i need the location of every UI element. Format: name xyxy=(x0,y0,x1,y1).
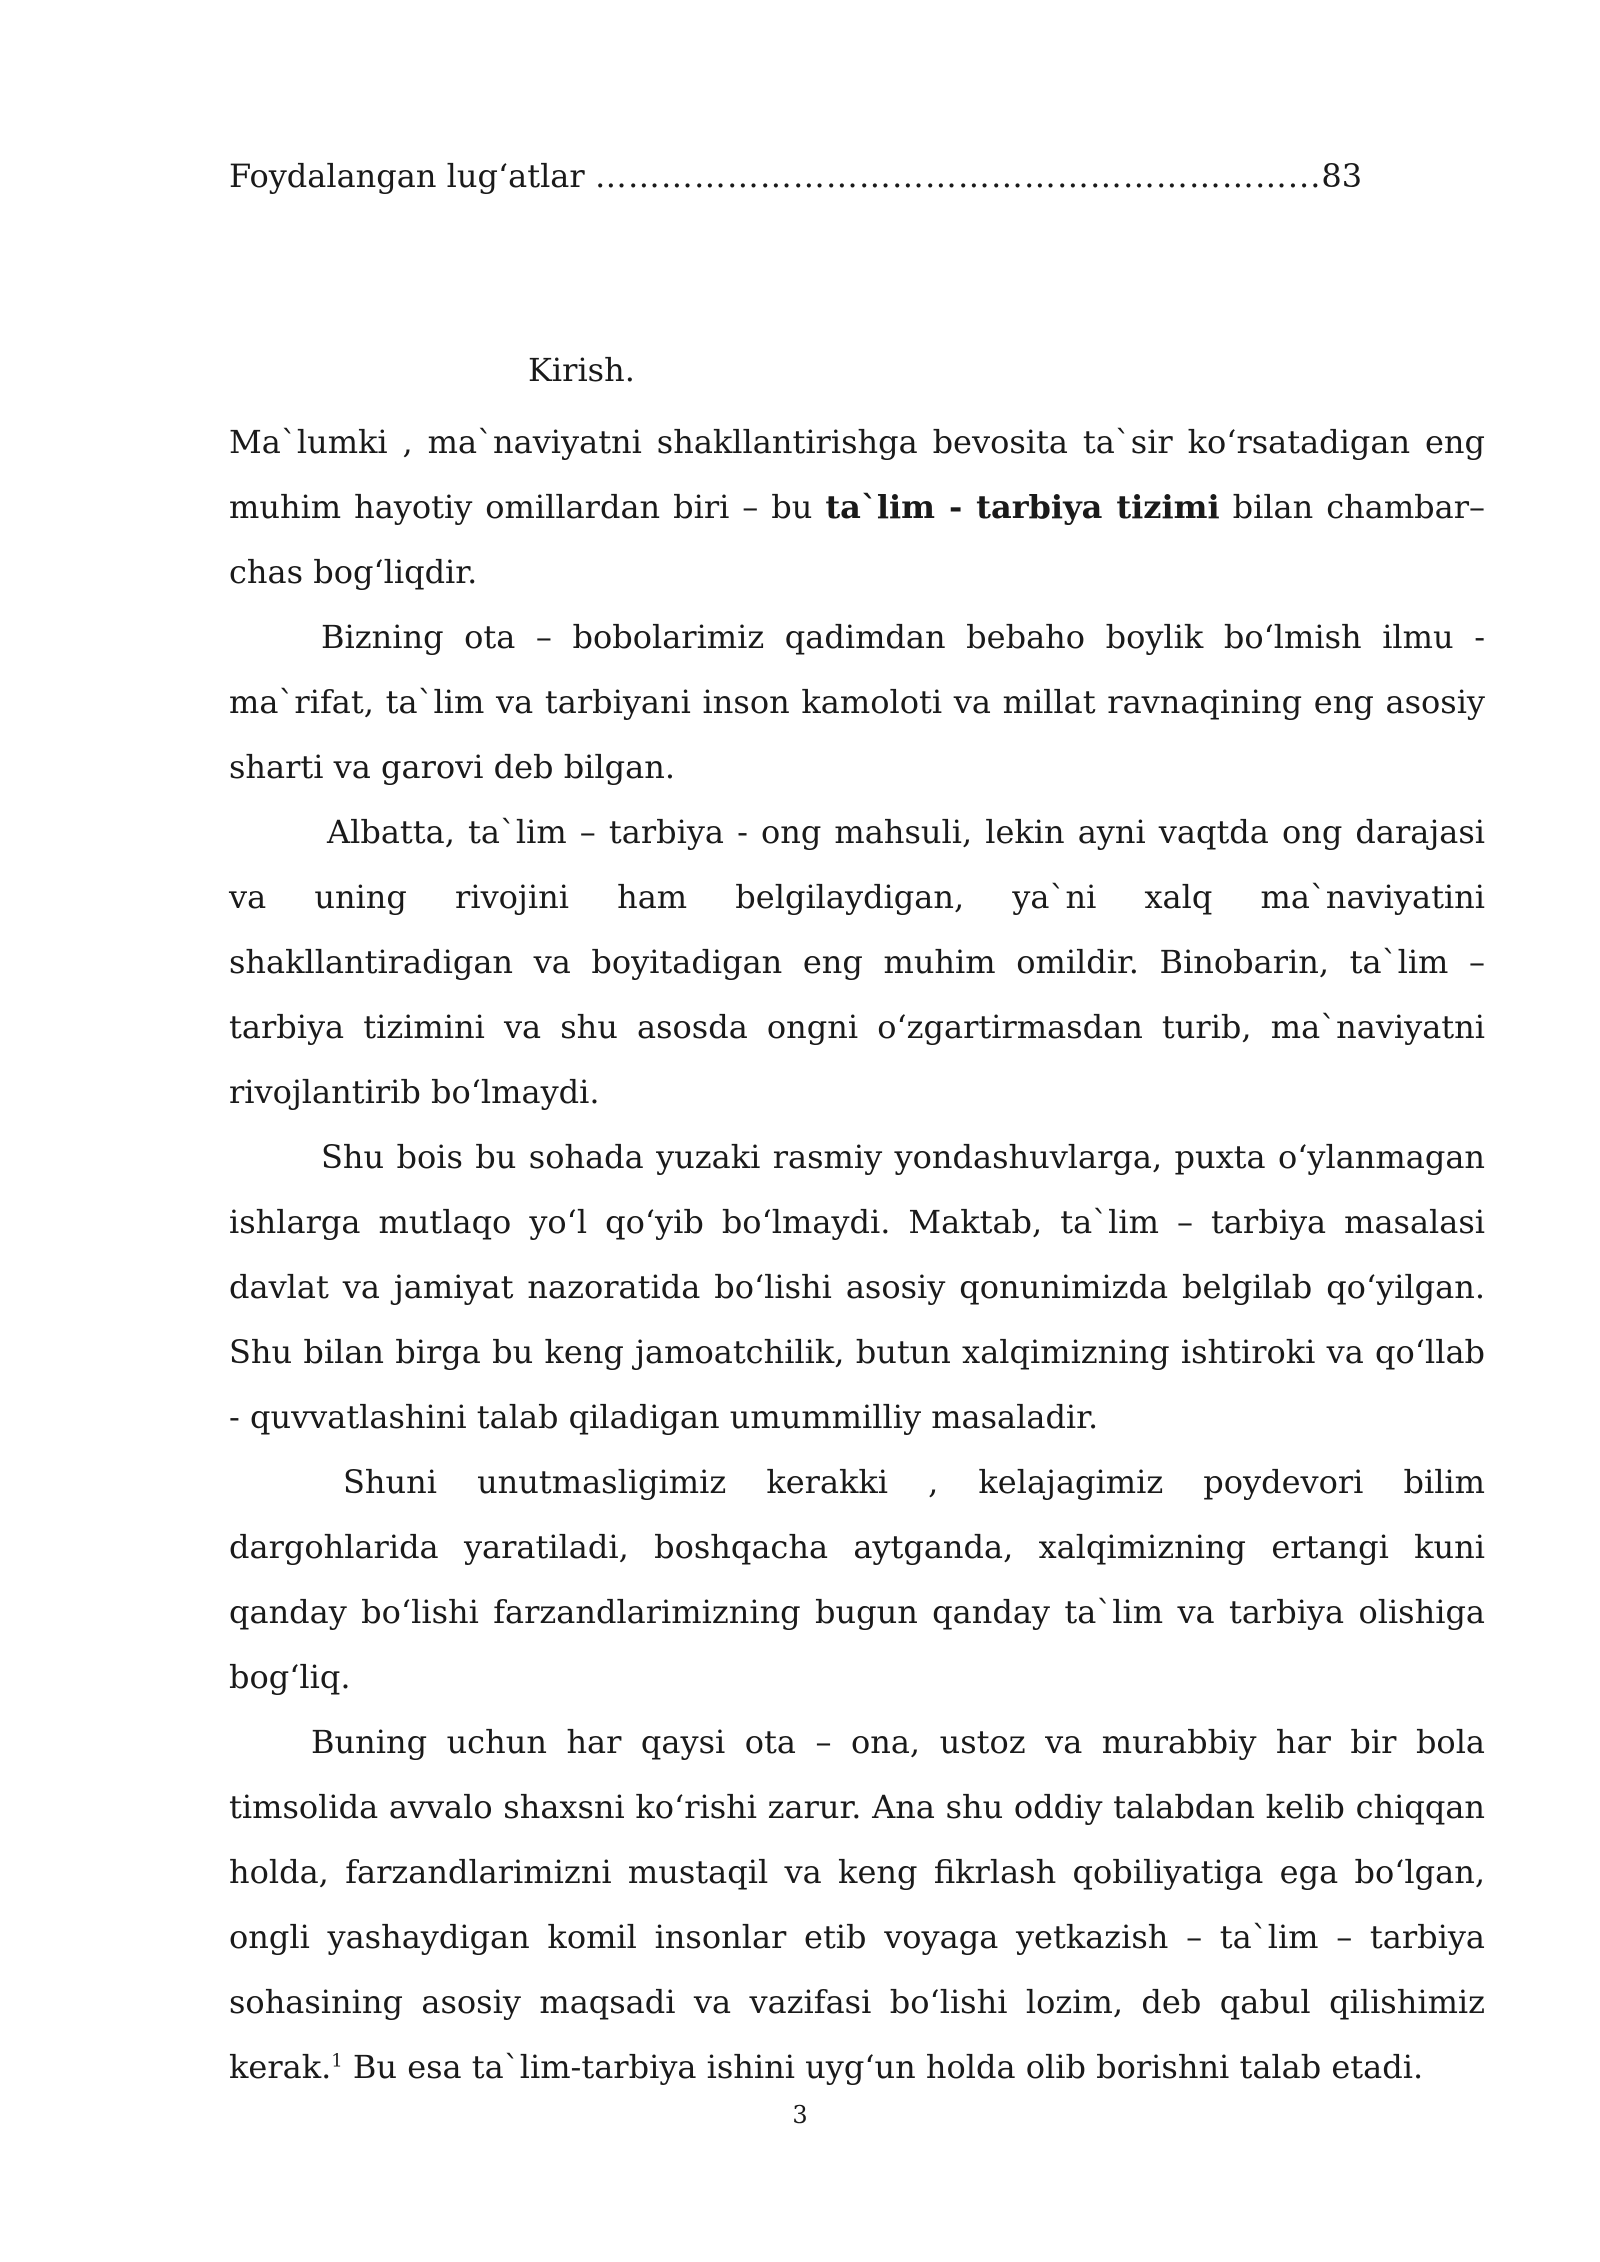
toc-leader-dots: ………………………………………………………... xyxy=(594,157,1322,195)
paragraph-2: Bizning ota – bobolarimiz qadimdan bebaho boylik bo‘lmish ilmu - ma`rifat, ta`lim va tarbiyani inson kamoloti va millat ravnaqining eng asosiy sharti va garovi deb bilgan. xyxy=(229,618,1485,786)
paragraph-6-text-end: Bu esa ta`lim-tarbiya ishini uyg‘un holda olib borishni talab etadi. xyxy=(342,2048,1424,2086)
paragraph-1 xyxy=(229,410,1485,605)
paragraph-5: Shuni unutmasligimiz kerakki , kelajagimiz poydevori bilim dargohlarida yaratiladi, boshqacha aytganda, xalqimizning ertangi kuni qanday bo‘lishi farzandlarimizning bugun qanday ta`lim va tarbiya olishiga bog‘liq. xyxy=(229,1463,1485,1696)
section-heading: Kirish. xyxy=(528,351,635,389)
paragraph-3: Albatta, ta`lim – tarbiya - ong mahsuli, lekin ayni vaqtda ong darajasi va uning rivojini ham belgilaydigan, ya`ni xalq ma`naviyatini shakllantiradigan va boyitadigan eng muhim omildir. Binobarin, ta`lim – tarbiya tizimini va shu asosda ongni o‘zgartirmasdan turib, ma`naviyatni rivojlantirib bo‘lmaydi. xyxy=(229,813,1485,1111)
toc-page-number: 83 xyxy=(1321,157,1363,195)
paragraph-6-text: Buning uchun har qaysi ota – ona, ustoz va murabbiy har bir bola timsolida avvalo shaxsni ko‘rishi zarur. Ana shu oddiy talabdan kelib chiqqan holda, farzandlarimizni mustaqil va keng fikrlash qobiliyatiga ega bo‘lgan, ongli yashaydigan komil insonlar etib voyaga yetkazish – ta`lim – tarbiya sohasining asosiy maqsadi va vazifasi bo‘lishi lozim, deb qabul qilishimiz kerak. xyxy=(229,1723,1485,2086)
toc-entry-label: Foydalangan lug‘atlar xyxy=(229,157,585,195)
paragraph-1-text: Ma`lumki , ma`naviyatni shakllantirishga bevosita ta`sir ko‘rsatadigan eng muhim hayotiy omillardan biri – bu xyxy=(229,423,1485,526)
paragraph-6 xyxy=(229,1710,1485,2100)
body-text xyxy=(229,410,1485,2100)
page-number: 3 xyxy=(792,2101,808,2129)
paragraph-1-text-end: bilan chambar–chas bog‘liqdir. xyxy=(229,488,1486,591)
bold-phrase: ta`lim - tarbiya tizimi xyxy=(825,488,1220,526)
footnote-reference[interactable]: 1 xyxy=(331,2050,343,2072)
paragraph-4: Shu bois bu sohada yuzaki rasmiy yondashuvlarga, puxta o‘ylanmagan ishlarga mutlaqo yo‘l qo‘yib bo‘lmaydi. Maktab, ta`lim – tarbiya masalasi davlat va jamiyat nazoratida bo‘lishi asosiy qonunimizda belgilab qo‘yilgan. Shu bilan birga bu keng jamoatchilik, butun xalqimizning ishtiroki va qo‘llab - quvvatlashini talab qiladigan umummilliy masaladir. xyxy=(229,1138,1485,1436)
toc-entry xyxy=(229,150,1429,202)
